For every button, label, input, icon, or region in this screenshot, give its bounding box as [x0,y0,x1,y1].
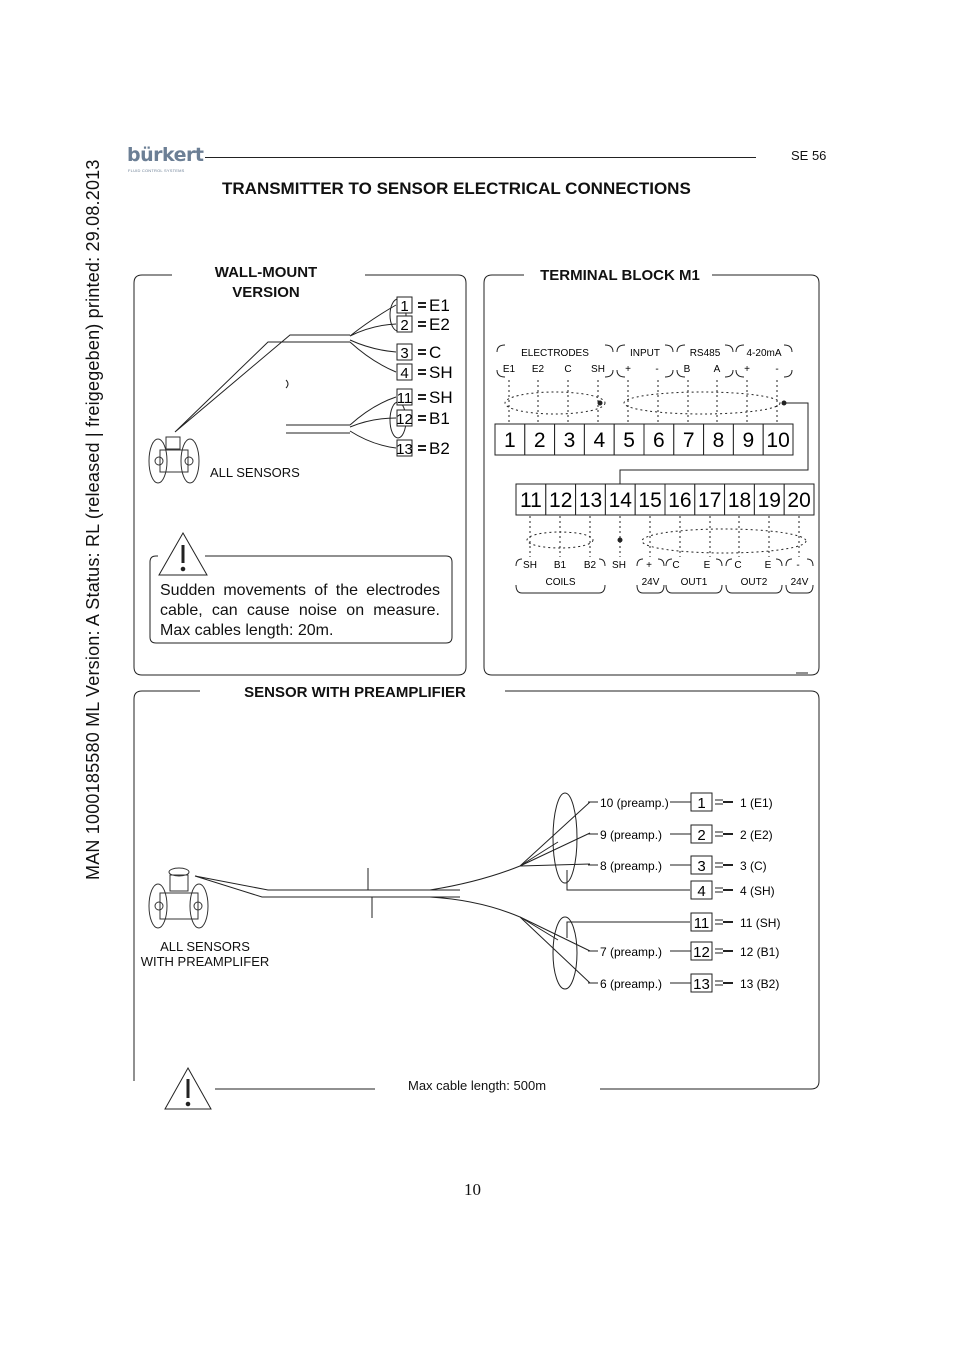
tb-shield-dot [618,538,623,543]
preamp-right-label: 4 (SH) [740,884,775,898]
tb-terminal-number: 10 [766,429,790,452]
tb-terminal-number: 2 [533,429,546,452]
tb-terminal-number: 7 [682,429,695,452]
preamp-right-label: 13 (B2) [740,977,780,991]
tb-pin-label: B [683,364,691,375]
tb-pin-label: B1 [553,560,567,571]
tb-terminal-number: 15 [638,489,662,512]
tb-pin-label: A [713,364,721,375]
tb-cable-ellipse [624,392,780,414]
preamp-terminal-number: 1 [697,795,706,812]
preamp-terminal-number: 4 [697,883,706,900]
tb-pin-label: + [744,364,750,375]
preamp-terminal-number: 2 [697,827,706,844]
preamp-terminal-number: 3 [697,858,706,875]
tb-terminal-number: 14 [608,489,632,512]
wm-terminal-number: 3 [400,345,409,362]
wall-sensor-label: ALL SENSORS [210,465,300,480]
wm-wire-label: SH [429,388,453,407]
tb-terminal-number: 19 [757,489,781,512]
tb-cable-ellipse [642,529,806,553]
tb-terminal-number: 4 [593,429,606,452]
wm-wire-label: B1 [429,409,450,428]
preamp-right-label: 12 (B1) [740,945,780,959]
wall-mount-title-line2: VERSION [232,284,300,301]
tb-terminal-number: 16 [668,489,692,512]
tb-pin-label: C [734,560,742,571]
wm-terminal-number: 4 [400,365,409,382]
tb-cable-ellipse [527,532,593,548]
tb-shield-dot [598,401,603,406]
page-title: TRANSMITTER TO SENSOR ELECTRICAL CONNECTIONS [222,179,691,198]
preamp-left-label: 9 (preamp.) [600,828,663,842]
tb-terminal-number: 1 [504,429,516,452]
wall-mount-title-line1: WALL-MOUNT [214,264,318,281]
tb-terminal-number: 12 [549,489,573,512]
wm-wire-label: E1 [429,296,450,315]
doc-reference: SE 56 [791,148,827,163]
wm-terminal-number: 12 [396,411,413,428]
preamp-left-label: 7 (preamp.) [600,945,663,959]
wm-terminal-number: 13 [396,441,413,458]
tb-terminal-number: 6 [653,429,665,452]
tb-pin-label: + [646,560,652,571]
wm-wire-label: E2 [429,315,450,334]
tb-group-name: 24V [641,577,660,588]
wm-wire-label: SH [429,363,453,382]
preamp-right-label: 11 (SH) [740,916,781,930]
wm-terminal-number: 2 [400,317,409,334]
preamp-right-label: 2 (E2) [740,828,773,842]
preamp-left-label: 6 (preamp.) [600,977,663,991]
preamp-terminal-number: 13 [693,976,710,993]
tb-pin-label: SH [523,560,537,571]
wm-wire-label: B2 [429,439,450,458]
logo-subtitle: FLUID CONTROL SYSTEMS [128,168,185,173]
tb-terminal-number: 9 [742,429,755,452]
preamp-title: SENSOR WITH PREAMPLIFIER [244,684,466,701]
preamp-sensor-label-line1: ALL SENSORS [160,939,250,954]
tb-terminal-number: 13 [578,489,603,512]
tb-group-name: ELECTRODES [521,348,589,359]
tb-pin-label: E [703,560,711,571]
wm-terminal-number: 11 [396,390,413,407]
preamp-terminal-number: 12 [693,944,710,961]
tb-group-name: 24V [790,577,809,588]
tb-pin-label: E1 [502,364,516,375]
flowmeter-sensor-icon [149,437,199,483]
tb-pin-label: - [775,364,779,375]
preamp-left-label: 8 (preamp.) [600,859,663,873]
tb-terminal-number: 20 [787,489,811,512]
tb-terminal-number: 5 [623,429,635,452]
preamp-right-label: 3 (C) [740,859,767,873]
tb-group-name: OUT2 [740,577,768,588]
tb-terminal-number: 11 [519,489,542,512]
preamp-sensor-label [130,939,280,969]
tb-pin-label: B2 [583,560,597,571]
tb-group-name: SH [612,560,626,571]
tb-terminal-number: 18 [727,489,752,512]
tb-group-name: 4-20mA [746,348,782,359]
logo-wordmark: bürkert [127,144,204,166]
preamp-terminal-number: 11 [693,915,710,932]
tb-group-name: COILS [545,577,576,588]
preamp-left-label: 10 (preamp.) [600,796,669,810]
tb-group-name: OUT1 [680,577,708,588]
terminal-block-title: TERMINAL BLOCK M1 [540,267,700,284]
preamp-sensor-label-line2: WITH PREAMPLIFER [140,954,270,969]
cable-length-note: Max cable length: 500m [408,1078,547,1093]
tb-pin-label: - [655,364,659,375]
tb-terminal-number: 3 [563,429,576,452]
tb-pin-label: E [764,560,772,571]
tb-pin-label: E2 [531,364,545,375]
warning-text: Sudden movements of the electrodes cable, can cause noise on measure. Max cables length: 20m. [160,582,440,639]
tb-cable-ellipse [505,392,605,414]
page-number: 10 [464,1180,481,1199]
tb-terminal-number: 8 [712,429,725,452]
tb-pin-label: C [564,364,572,375]
wall-mount-title [176,263,356,303]
tb-terminal-number: 17 [698,489,722,512]
wm-wire-label: C [429,343,442,362]
wm-terminal-number: 1 [400,298,409,315]
tb-pin-label: C [672,560,680,571]
side-info-text: MAN 1000185580 ML Version: A Status: RL (released | freigegeben) printed: 29.08.2013 [83,159,103,880]
tb-group-name: RS485 [689,348,721,359]
tb-group-name: INPUT [630,348,660,359]
tb-pin-label: SH [591,364,605,375]
tb-pin-label: + [625,364,631,375]
tb-pin-label: - [796,560,800,571]
preamp-right-label: 1 (E1) [740,796,773,810]
